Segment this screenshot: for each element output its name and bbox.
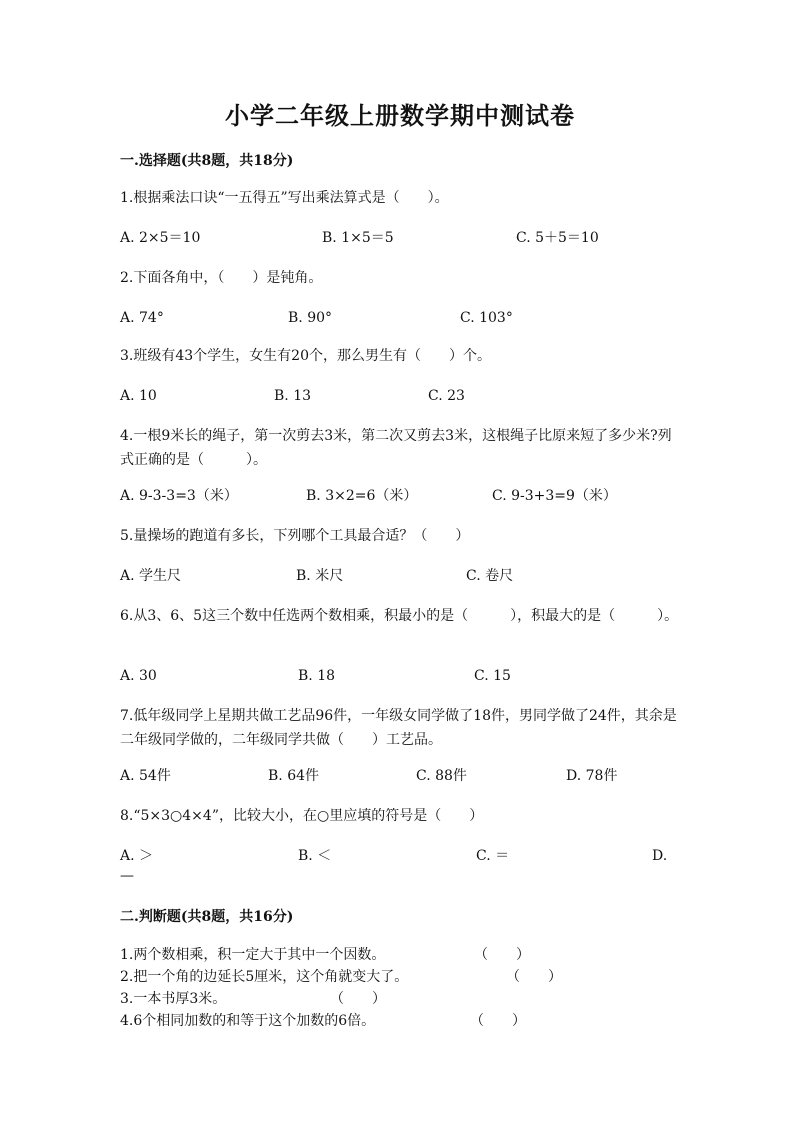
option-a: A. 10 (120, 388, 157, 404)
option-b: B. ＜ (298, 848, 332, 864)
question-2: 2.下面各角中，（ ）是钝角。 (120, 270, 323, 286)
option-a: A. ＞ (120, 848, 154, 864)
options-q3 (120, 384, 680, 408)
answer-paren: （ ） (470, 1013, 526, 1029)
tf-statement: 3.一本书厚3米。 (120, 991, 227, 1007)
option-a: A. 30 (120, 668, 157, 684)
option-c: C. 103° (460, 310, 513, 326)
option-a: A. 74° (120, 310, 164, 326)
option-c: C. 卷尺 (466, 568, 514, 584)
option-c: C. 9-3+3=9（米） (492, 488, 617, 504)
options-q4 (120, 484, 680, 508)
tf-statement: 4.6个相同加数的和等于这个加数的6倍。 (120, 1013, 376, 1029)
options-q8 (120, 844, 680, 868)
section-heading-choice: 一.选择题(共8题，共18分) (120, 153, 294, 169)
option-c: C. 15 (474, 668, 511, 684)
tf-item-2 (120, 966, 680, 988)
option-d: D. (652, 848, 668, 864)
question-3: 3.班级有43个学生，女生有20个，那么男生有（ ）个。 (120, 348, 491, 364)
option-b: B. 米尺 (296, 568, 344, 584)
tf-item-3 (120, 988, 680, 1010)
question-8: 8.“5×3○4×4”，比较大小，在○里应填的符号是（ ） (120, 808, 484, 824)
option-b: B. 3×2=6（米） (306, 488, 418, 504)
option-d: D. 78件 (566, 768, 618, 784)
option-b: B. 90° (288, 310, 333, 326)
options-q6 (120, 664, 680, 688)
question-7: 7.低年级同学上星期共做工艺品96件，一年级女同学做了18件，男同学做了24件，其余是二年级同学做的，二年级同学共做（ ）工艺品。 (120, 708, 677, 748)
option-a: A. 2×5＝10 (120, 230, 201, 246)
options-q1 (120, 226, 680, 250)
option-a: A. 9-3-3=3（米） (120, 488, 238, 504)
option-b: B. 13 (274, 388, 312, 404)
answer-paren: （ ） (330, 991, 386, 1007)
page-title: 小学二年级上册数学期中测试卷 (225, 101, 575, 130)
options-q2 (120, 306, 680, 330)
option-c: C. ＝ (476, 848, 510, 864)
question-1: 1.根据乘法口诀“一五得五”写出乘法算式是（ ）。 (120, 190, 449, 206)
option-a: A. 学生尺 (120, 568, 182, 584)
option-b: B. 18 (298, 668, 336, 684)
question-5: 5.量操场的跑道有多长，下列哪个工具最合适？（ ） (120, 528, 470, 544)
options-q7 (120, 764, 680, 788)
question-6: 6.从3、6、5这三个数中任选两个数相乘，积最小的是（ ），积最大的是（ ）。 (120, 608, 679, 624)
options-q5 (120, 564, 680, 588)
section-heading-judgement: 二.判断题(共8题，共16分) (120, 909, 294, 925)
option-a: A. 54件 (120, 768, 171, 784)
answer-paren: （ ） (474, 947, 530, 963)
option-c: C. 23 (428, 388, 465, 404)
tf-item-1 (120, 944, 680, 966)
option-b: B. 1×5＝5 (322, 230, 394, 246)
option-c: C. 88件 (416, 768, 467, 784)
answer-paren: （ ） (506, 969, 562, 985)
option-c: C. 5＋5＝10 (516, 230, 599, 246)
option-d-wrapped: — (120, 868, 134, 884)
question-4: 4.一根9米长的绳子，第一次剪去3米，第二次又剪去3米，这根绳子比原来短了多少米?列式正确的是（ ）。 (120, 428, 672, 468)
tf-statement: 2.把一个角的边延长5厘米，这个角就变大了。 (120, 969, 409, 985)
tf-item-4 (120, 1010, 680, 1032)
option-b: B. 64件 (268, 768, 320, 784)
tf-statement: 1.两个数相乘，积一定大于其中一个因数。 (120, 947, 386, 963)
